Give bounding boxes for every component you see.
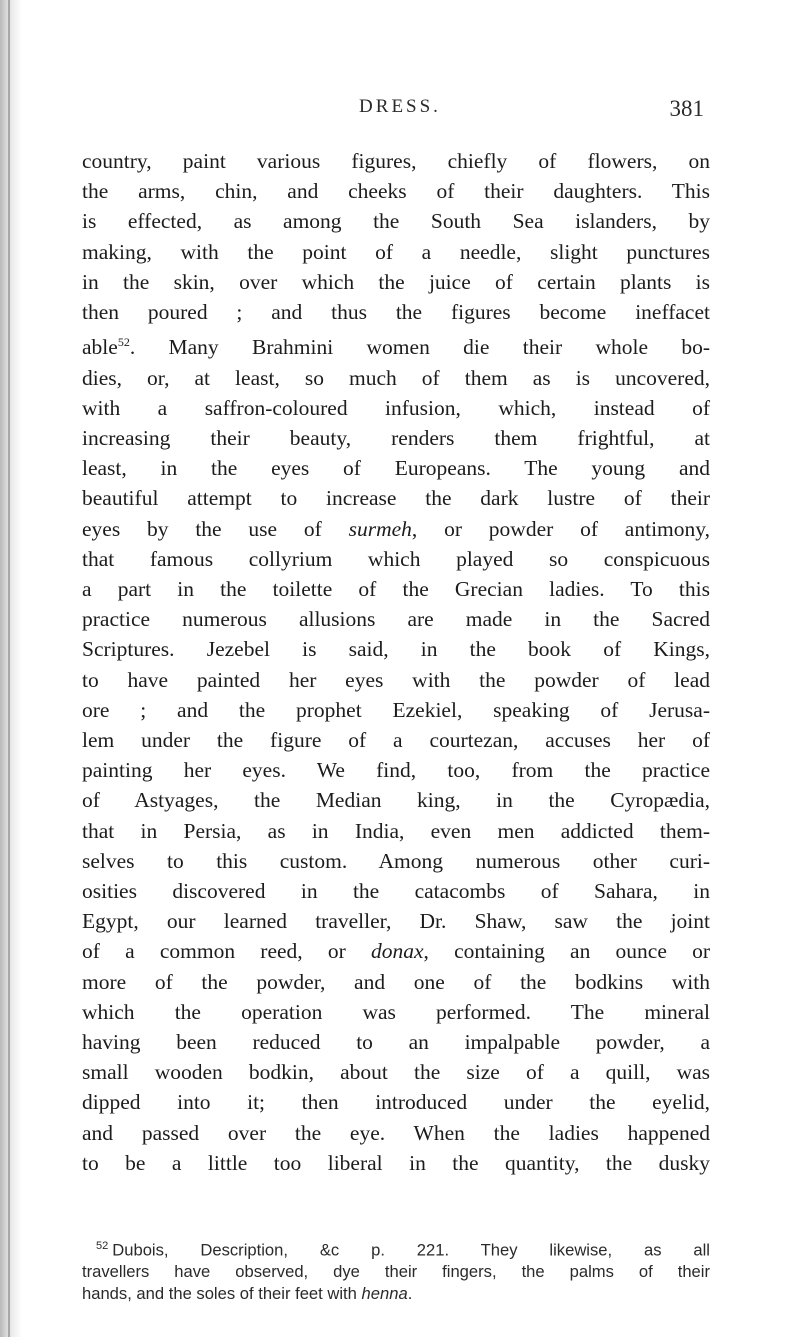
text-line: the arms, chin, and cheeks of their daughters. This: [82, 179, 710, 204]
text-line: with a saffron-coloured infusion, which, instead of: [82, 395, 710, 420]
text-line: is effected, as among the South Sea islanders, by: [82, 209, 710, 234]
text-line: osities discovered in the catacombs of Sahara, in: [82, 879, 710, 904]
text-fragment: eyes by the use of: [82, 516, 322, 541]
text-line: then poured ; and thus the figures become ineffacet: [82, 300, 710, 325]
italic-term: donax: [370, 939, 424, 964]
text-line: [82, 327, 710, 362]
text-line: having been reduced to an impalpable powder, a: [82, 1030, 710, 1055]
footnote: [82, 1236, 710, 1304]
text-line: more of the powder, and one of the bodkins with: [82, 969, 710, 994]
text-line: a part in the toilette of the Grecian ladies. To this: [82, 577, 710, 601]
text-line: lem under the figure of a courtezan, accuses her of: [82, 728, 710, 753]
page-binding-edge: [0, 0, 22, 1337]
text-fragment: , containing an ounce or: [423, 939, 710, 964]
text-line: beautiful attempt to increase the dark lustre of their: [82, 486, 710, 511]
text-line: Scriptures. Jezebel is said, in the book of Kings,: [82, 637, 710, 662]
italic-term: surmeh: [348, 516, 412, 541]
text-line: that in Persia, as in India, even men addicted them-: [82, 818, 710, 843]
text-line: selves to this custom. Among numerous other curi-: [82, 848, 710, 873]
text-line: increasing their beauty, renders them frightful, at: [82, 425, 710, 450]
text-line: country, paint various figures, chiefly of flowers, on: [82, 149, 710, 173]
footnote-text: Dubois, Description, &c p. 221. They likewise, as all: [112, 1240, 710, 1260]
text-line: [82, 514, 710, 544]
footnote-text: .: [407, 1283, 413, 1303]
text-line: that famous collyrium which played so conspicuous: [82, 546, 710, 571]
footnote-line: travellers have observed, dye their fingers, the palms of their: [82, 1262, 710, 1282]
text-line: least, in the eyes of Europeans. The young and: [82, 456, 710, 481]
text-line: small wooden bodkin, about the size of a quill, was: [82, 1060, 710, 1085]
text-fragment: of a common reed, or: [82, 939, 346, 964]
footnote-reference: 52: [117, 335, 130, 350]
text-line: painting her eyes. We find, too, from the practice: [82, 758, 710, 783]
text-line: to be a little too liberal in the quantity, the dusky: [82, 1150, 710, 1175]
text-line: in the skin, over which the juice of certain plants is: [82, 269, 710, 294]
text-line: and passed over the eye. When the ladies happened: [82, 1120, 710, 1145]
footnote-line: [82, 1283, 710, 1305]
text-line: of Astyages, the Median king, in the Cyropædia,: [82, 788, 710, 813]
text-line: Egypt, our learned traveller, Dr. Shaw, saw the joint: [82, 909, 710, 934]
text-line: which the operation was performed. The mineral: [82, 999, 710, 1024]
italic-term: henna: [361, 1283, 408, 1303]
text-line: dies, or, at least, so much of them as is uncovered,: [82, 365, 710, 390]
text-fragment: , or powder of antimony,: [411, 516, 711, 541]
text-line: ore ; and the prophet Ezekiel, speaking of Jerusa-: [82, 697, 710, 722]
footnote-text: hands, and the soles of their feet with: [82, 1283, 357, 1303]
footnote-line: [82, 1236, 710, 1261]
text-fragment: able: [82, 335, 118, 360]
text-line: [82, 936, 710, 966]
text-line: to have painted her eyes with the powder of lead: [82, 667, 710, 692]
body-text: [82, 146, 710, 1178]
footnote-marker: 52: [96, 1240, 109, 1252]
binding-shadow-line: [8, 0, 10, 1337]
text-line: dipped into it; then introduced under the eyelid,: [82, 1090, 710, 1115]
text-fragment: . Many Brahmini women die their whole bo-: [129, 335, 710, 360]
running-head: [0, 96, 800, 126]
text-line: practice numerous allusions are made in the Sacred: [82, 607, 710, 632]
text-line: making, with the point of a needle, slight punctures: [82, 239, 710, 264]
page-number: 381: [669, 96, 704, 121]
running-title: DRESS.: [359, 96, 441, 117]
